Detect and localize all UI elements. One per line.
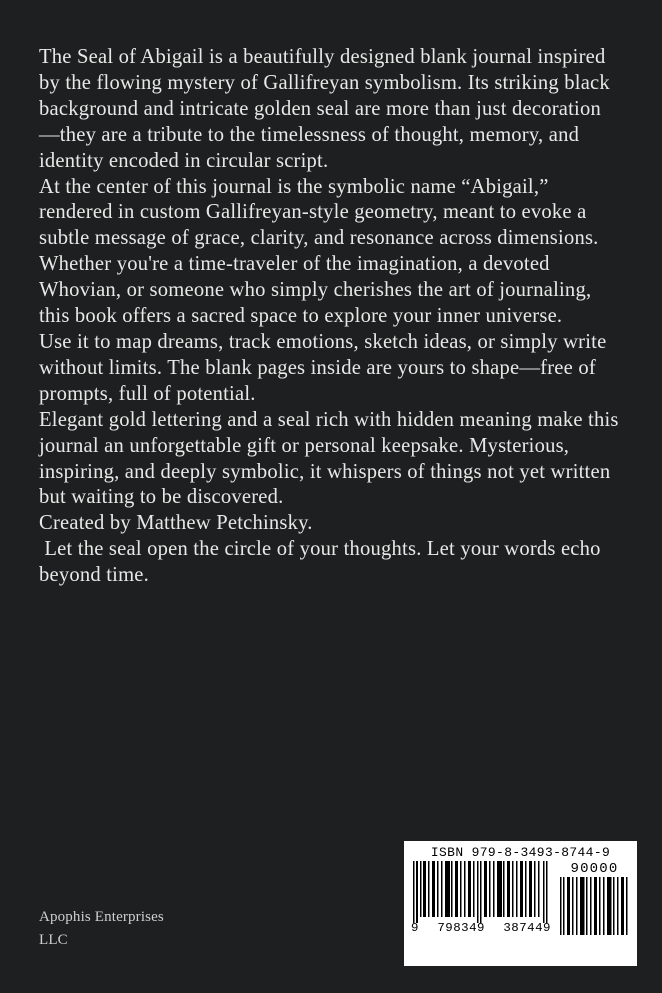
- publisher-name: Apophis Enterprises: [39, 909, 164, 925]
- publisher-imprint: [39, 906, 339, 951]
- blurb-credit-line: Created by Matthew Petchinsky.: [39, 512, 313, 535]
- blurb-paragraph: Use it to map dreams, track emotions, sketch ideas, or simply write without limits. The blank pages inside are yours to shape—free of prompts, full of potential.: [39, 330, 612, 405]
- price-addon-barcode: [558, 861, 631, 935]
- barcode-bars-area: [410, 861, 631, 963]
- blurb-paragraph: At the center of this journal is the symbolic name “Abigail,” rendered in custom Gallifreyan-style geometry, meant to evoke a subtle message of grace, clarity, and resonance across dimensions. Whether you're a time-traveler of the imagination, a devoted Whovian, or someone who simply cherishes the art of journaling, this book offers a sacred space to explore your inner universe.: [39, 175, 604, 328]
- addon-bars-graphic: [558, 877, 631, 935]
- blurb-closing-line: Let the seal open the circle of your thoughts. Let your words echo beyond time.: [39, 538, 607, 587]
- isbn-barcode-panel: [404, 841, 637, 966]
- ean13-left-group: 798349: [437, 921, 485, 935]
- isbn-number-label: ISBN 979-8-3493-8744-9: [430, 845, 611, 860]
- ean13-bars-graphic: [410, 861, 552, 923]
- blurb-paragraph: The Seal of Abigail is a beautifully designed blank journal inspired by the flowing mystery of Gallifreyan symbolism. Its striking black background and intricate golden seal are more than just decoration—they are a tribute to the timelessness of thought, memory, and identity encoded in circular script.: [39, 46, 616, 172]
- blurb-paragraph: Elegant gold lettering and a seal rich with hidden meaning make this journal an unforgettable gift or personal keepsake. Mysterious, inspiring, and deeply symbolic, it whispers of things not yet written but waiting to be discovered.: [39, 408, 624, 509]
- ean13-right-group: 387449: [503, 921, 551, 935]
- ean13-human-readable-digits: [410, 922, 552, 935]
- ean13-barcode: [410, 861, 552, 935]
- back-cover-blurb: [39, 45, 624, 589]
- publisher-entity-type: LLC: [39, 931, 68, 948]
- price-addon-value: 90000: [570, 861, 619, 877]
- ean13-lead-digit: 9: [411, 921, 419, 935]
